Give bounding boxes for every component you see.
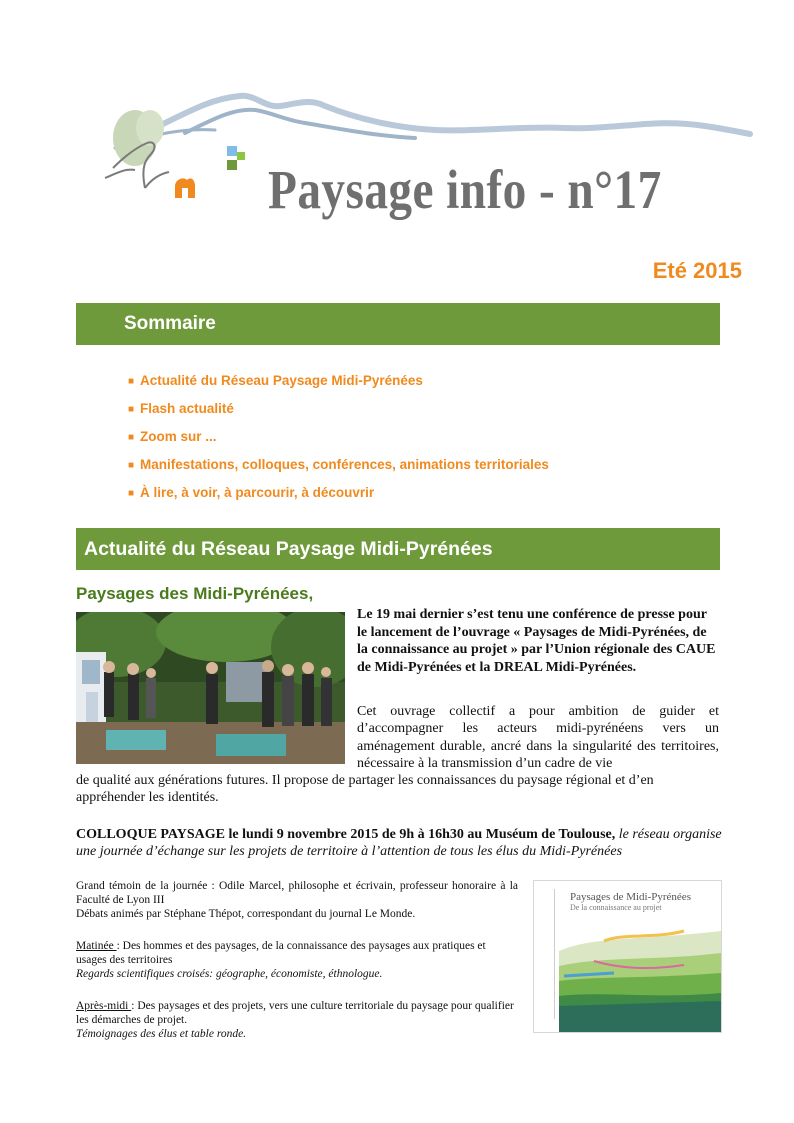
- section-heading: Actualité du Réseau Paysage Midi-Pyrénées: [84, 538, 493, 560]
- toc-item[interactable]: [128, 456, 549, 484]
- matinee-detail: Regards scientifiques croisés: géographe, économiste, éthnologue.: [76, 967, 383, 980]
- toc-item-label: Zoom sur ...: [140, 429, 217, 444]
- square-bullet-icon: ■: [128, 432, 135, 443]
- press-conference-photo: [76, 612, 345, 764]
- square-bullet-icon: ■: [128, 488, 135, 499]
- book-subtitle: De la connaissance au projet: [570, 903, 662, 912]
- apresmidi-label: Après-midi: [76, 1000, 132, 1012]
- sommaire-band: [76, 303, 720, 345]
- matinee-text: : Des hommes et des paysages, de la connaissance des paysages aux pratiques et usages des territoires: [76, 940, 486, 966]
- colloque-title: COLLOQUE PAYSAGE le lundi 9 novembre 2015 de 9h à 16h30 au Muséum de Toulouse,: [76, 827, 616, 842]
- toc-item-label: Manifestations, colloques, conférences, animations territoriales: [140, 457, 549, 472]
- toc-item[interactable]: [128, 428, 549, 456]
- square-bullet-icon: ■: [128, 460, 135, 471]
- colloque-description: le réseau organise une journée d’échange sur les projets de territoire à l’attention de tous les élus du Midi-Pyrénées: [76, 827, 722, 859]
- moderator: Débats animés par Stéphane Thépot, correspondant du journal Le Monde.: [76, 907, 416, 920]
- toc-item[interactable]: [128, 372, 549, 400]
- season-label: Eté 2015: [652, 258, 742, 283]
- square-bullet-icon: ■: [128, 404, 135, 415]
- article-subheading: Paysages des Midi-Pyrénées,: [76, 584, 314, 603]
- book-cover-illustration: [534, 881, 721, 1032]
- book-title: Paysages de Midi-Pyrénées: [570, 891, 691, 903]
- toc-item-label: À lire, à voir, à parcourir, à découvrir: [140, 485, 375, 500]
- book-cover: [533, 880, 722, 1033]
- colloque-announcement: [76, 826, 722, 860]
- toc-item[interactable]: [128, 484, 549, 512]
- matinee-block: [76, 940, 518, 981]
- table-of-contents: [128, 372, 549, 512]
- apresmidi-text: : Des paysages et des projets, vers une culture territoriale du paysage pour qualifier les démarches de projet.: [76, 1000, 514, 1026]
- article-paragraph: Cet ouvrage collectif a pour ambition de guider et d’accompagner les acteurs midi-pyrénéens vers un aménagement durable, ancré dans la singularité des territoires, nécessaire à la transmission d’un cadre de vie: [357, 704, 719, 771]
- square-bullet-icon: ■: [128, 376, 135, 387]
- toc-item-label: Flash actualité: [140, 401, 234, 416]
- speakers-block: [76, 880, 518, 921]
- matinee-label: Matinée: [76, 940, 117, 952]
- section-band: [76, 528, 720, 570]
- toc-item[interactable]: [128, 400, 549, 428]
- article-paragraph-continued: de qualité aux générations futures. Il propose de partager les connaissances du paysage régional et d’en appréhender les identités.: [76, 773, 654, 806]
- toc-item-label: Actualité du Réseau Paysage Midi-Pyrénées: [140, 373, 423, 388]
- apresmidi-block: [76, 1000, 518, 1041]
- sommaire-heading: Sommaire: [124, 313, 216, 334]
- apresmidi-detail: Témoignages des élus et table ronde.: [76, 1027, 247, 1040]
- grand-temoin: Grand témoin de la journée : Odile Marcel, philosophe et écrivain, professeur honoraire à la Faculté de Lyon III: [76, 880, 518, 906]
- article-lead: Le 19 mai dernier s’est tenu une conférence de presse pour le lancement de l’ouvrage « Paysages de Midi-Pyrénées, de la connaissance au projet » par l’Union régionale des CAUE de Midi-Pyrénées et la DREAL Midi-Pyrénées.: [357, 607, 716, 675]
- newsletter-title: Paysage info - n°17: [268, 159, 662, 220]
